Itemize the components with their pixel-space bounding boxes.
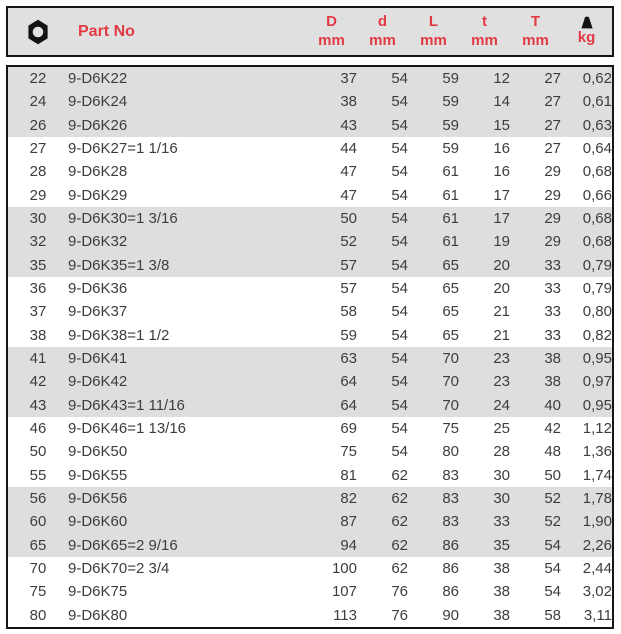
cell-part: 9-D6K29 <box>68 186 128 204</box>
cell-d: 54 <box>391 93 408 111</box>
cell-d: 54 <box>391 140 408 158</box>
cell-T: 33 <box>544 280 561 298</box>
cell-L: 83 <box>442 466 459 484</box>
hex-nut-icon <box>27 19 49 45</box>
cell-t: 14 <box>493 93 510 111</box>
cell-size: 50 <box>29 443 47 461</box>
cell-T: 40 <box>544 396 561 414</box>
weight-icon <box>578 16 596 29</box>
cell-kg: 1,78 <box>582 490 612 508</box>
table-row <box>8 207 612 230</box>
cell-kg: 0,66 <box>582 186 612 204</box>
table-row <box>8 184 612 207</box>
cell-kg: 0,63 <box>582 116 612 134</box>
column-unit: mm <box>318 31 345 49</box>
cell-d: 54 <box>391 280 408 298</box>
cell-size: 43 <box>29 396 47 414</box>
table-row <box>8 417 612 440</box>
cell-D: 63 <box>340 350 357 368</box>
cell-size: 55 <box>29 466 47 484</box>
table-row <box>8 324 612 347</box>
cell-L: 83 <box>442 490 459 508</box>
cell-t: 35 <box>493 536 510 554</box>
cell-t: 20 <box>493 280 510 298</box>
cell-t: 25 <box>493 420 510 438</box>
table-row <box>8 114 612 137</box>
cell-kg: 1,74 <box>582 466 612 484</box>
cell-d: 54 <box>391 443 408 461</box>
cell-D: 47 <box>340 186 357 204</box>
cell-L: 59 <box>442 70 459 88</box>
cell-size: 22 <box>29 70 47 88</box>
cell-size: 24 <box>29 93 47 111</box>
cell-D: 100 <box>331 560 357 578</box>
table-row <box>8 347 612 370</box>
cell-t: 30 <box>493 490 510 508</box>
cell-d: 54 <box>391 233 408 251</box>
column-header-d <box>357 8 408 55</box>
cell-d: 62 <box>391 513 408 531</box>
cell-L: 61 <box>442 186 459 204</box>
cell-size: 37 <box>29 303 47 321</box>
table-body <box>8 67 612 627</box>
cell-kg: 0,68 <box>582 163 612 181</box>
cell-T: 33 <box>544 303 561 321</box>
cell-size: 70 <box>29 560 47 578</box>
cell-D: 94 <box>340 536 357 554</box>
cell-size: 27 <box>29 140 47 158</box>
cell-kg: 0,68 <box>582 210 612 228</box>
cell-part: 9-D6K75 <box>68 583 128 601</box>
cell-D: 37 <box>340 70 357 88</box>
cell-t: 20 <box>493 256 510 274</box>
cell-kg: 0,61 <box>582 93 612 111</box>
cell-t: 23 <box>493 350 510 368</box>
cell-size: 29 <box>29 186 47 204</box>
cell-size: 80 <box>29 606 47 624</box>
column-unit: kg <box>577 28 596 46</box>
cell-t: 23 <box>493 373 510 391</box>
column-label: L <box>428 12 439 30</box>
table-row <box>8 604 612 627</box>
column-unit: mm <box>369 31 396 49</box>
table-row <box>8 370 612 393</box>
cell-d: 54 <box>391 396 408 414</box>
cell-size: 42 <box>29 373 47 391</box>
table-row <box>8 300 612 323</box>
cell-kg: 1,90 <box>582 513 612 531</box>
cell-L: 59 <box>442 93 459 111</box>
column-header-T <box>510 8 561 55</box>
cell-T: 54 <box>544 560 561 578</box>
cell-size: 30 <box>29 210 47 228</box>
column-header-t <box>459 8 510 55</box>
cell-kg: 0,95 <box>582 396 612 414</box>
cell-L: 83 <box>442 513 459 531</box>
cell-T: 27 <box>544 116 561 134</box>
cell-T: 54 <box>544 536 561 554</box>
cell-size: 26 <box>29 116 47 134</box>
table-row <box>8 510 612 533</box>
cell-L: 90 <box>442 606 459 624</box>
column-label: d <box>377 12 388 30</box>
cell-d: 54 <box>391 256 408 274</box>
cell-T: 38 <box>544 350 561 368</box>
cell-L: 65 <box>442 256 459 274</box>
cell-size: 36 <box>29 280 47 298</box>
cell-kg: 0,64 <box>582 140 612 158</box>
cell-part: 9-D6K30=1 3/16 <box>68 210 178 228</box>
size-column-header <box>8 19 68 45</box>
cell-kg: 1,12 <box>582 420 612 438</box>
column-label: t <box>482 12 487 30</box>
cell-D: 87 <box>340 513 357 531</box>
cell-L: 86 <box>442 560 459 578</box>
cell-L: 86 <box>442 583 459 601</box>
cell-kg: 0,62 <box>582 70 612 88</box>
cell-d: 62 <box>391 490 408 508</box>
cell-D: 44 <box>340 140 357 158</box>
column-header-kg <box>561 8 612 55</box>
table-row <box>8 464 612 487</box>
cell-D: 81 <box>340 466 357 484</box>
cell-size: 65 <box>29 536 47 554</box>
cell-D: 75 <box>340 443 357 461</box>
table-row <box>8 394 612 417</box>
spec-table-container <box>6 65 614 629</box>
cell-size: 32 <box>29 233 47 251</box>
cell-kg: 0,82 <box>582 326 612 344</box>
cell-d: 76 <box>391 583 408 601</box>
header-columns <box>306 8 612 55</box>
cell-D: 50 <box>340 210 357 228</box>
cell-part: 9-D6K37 <box>68 303 128 321</box>
cell-part: 9-D6K65=2 9/16 <box>68 536 178 554</box>
cell-D: 113 <box>333 606 357 624</box>
cell-t: 24 <box>493 396 510 414</box>
cell-D: 57 <box>340 256 357 274</box>
cell-T: 50 <box>544 466 561 484</box>
cell-part: 9-D6K36 <box>68 280 128 298</box>
cell-d: 62 <box>391 560 408 578</box>
cell-L: 86 <box>442 536 459 554</box>
cell-size: 56 <box>29 490 47 508</box>
cell-L: 61 <box>442 163 459 181</box>
cell-d: 54 <box>391 163 408 181</box>
cell-L: 65 <box>442 303 459 321</box>
cell-L: 59 <box>442 140 459 158</box>
cell-T: 42 <box>544 420 561 438</box>
table-row <box>8 534 612 557</box>
table-row <box>8 160 612 183</box>
cell-kg: 2,44 <box>582 560 612 578</box>
cell-D: 58 <box>340 303 357 321</box>
cell-t: 28 <box>493 443 510 461</box>
cell-t: 16 <box>493 140 510 158</box>
cell-D: 38 <box>340 93 357 111</box>
table-row <box>8 277 612 300</box>
cell-size: 60 <box>29 513 47 531</box>
cell-d: 54 <box>391 326 408 344</box>
cell-T: 29 <box>544 233 561 251</box>
cell-kg: 0,97 <box>582 373 612 391</box>
cell-T: 29 <box>544 210 561 228</box>
cell-T: 29 <box>544 163 561 181</box>
cell-T: 48 <box>544 443 561 461</box>
cell-d: 62 <box>391 466 408 484</box>
cell-t: 17 <box>493 186 510 204</box>
cell-part: 9-D6K35=1 3/8 <box>68 256 170 274</box>
cell-part: 9-D6K41 <box>68 350 128 368</box>
cell-T: 27 <box>544 70 561 88</box>
column-header-L <box>408 8 459 55</box>
cell-T: 33 <box>544 256 561 274</box>
cell-part: 9-D6K80 <box>68 606 128 624</box>
cell-part: 9-D6K60 <box>68 513 128 531</box>
cell-d: 54 <box>391 420 408 438</box>
cell-t: 15 <box>493 116 510 134</box>
cell-part: 9-D6K46=1 13/16 <box>68 420 187 438</box>
cell-t: 38 <box>493 583 510 601</box>
cell-kg: 3,02 <box>582 583 612 601</box>
cell-kg: 0,79 <box>582 280 612 298</box>
cell-L: 70 <box>442 373 459 391</box>
cell-T: 33 <box>544 326 561 344</box>
cell-kg: 1,36 <box>582 443 612 461</box>
cell-T: 29 <box>544 186 561 204</box>
table-row <box>8 67 612 90</box>
cell-t: 16 <box>493 163 510 181</box>
table-row <box>8 440 612 463</box>
cell-L: 70 <box>442 350 459 368</box>
cell-L: 59 <box>442 116 459 134</box>
cell-T: 27 <box>544 93 561 111</box>
cell-kg: 0,95 <box>582 350 612 368</box>
cell-part: 9-D6K27=1 1/16 <box>68 140 178 158</box>
cell-part: 9-D6K22 <box>68 70 128 88</box>
cell-T: 38 <box>544 373 561 391</box>
cell-D: 52 <box>340 233 357 251</box>
column-label: T <box>530 12 541 30</box>
cell-size: 75 <box>29 583 47 601</box>
cell-kg: 0,79 <box>582 256 612 274</box>
cell-L: 75 <box>442 420 459 438</box>
cell-kg: 0,68 <box>582 233 612 251</box>
table-row <box>8 230 612 253</box>
cell-D: 107 <box>331 583 357 601</box>
column-label: D <box>326 12 337 30</box>
cell-d: 62 <box>391 536 408 554</box>
column-header-D <box>306 8 357 55</box>
cell-D: 64 <box>340 396 357 414</box>
cell-d: 76 <box>391 606 408 624</box>
cell-L: 65 <box>442 326 459 344</box>
cell-t: 38 <box>493 606 510 624</box>
table-row <box>8 90 612 113</box>
cell-L: 80 <box>442 443 459 461</box>
cell-T: 52 <box>544 490 561 508</box>
cell-size: 28 <box>29 163 47 181</box>
cell-part: 9-D6K55 <box>68 466 128 484</box>
cell-part: 9-D6K24 <box>68 93 128 111</box>
cell-D: 47 <box>340 163 357 181</box>
cell-d: 54 <box>391 373 408 391</box>
cell-T: 54 <box>544 583 561 601</box>
cell-size: 38 <box>29 326 47 344</box>
cell-D: 43 <box>340 116 357 134</box>
cell-L: 65 <box>442 280 459 298</box>
table-row <box>8 254 612 277</box>
table-row <box>8 557 612 580</box>
cell-T: 52 <box>544 513 561 531</box>
cell-t: 19 <box>493 233 510 251</box>
cell-kg: 0,80 <box>582 303 612 321</box>
cell-D: 64 <box>340 373 357 391</box>
cell-t: 17 <box>493 210 510 228</box>
cell-L: 61 <box>442 233 459 251</box>
cell-d: 54 <box>391 303 408 321</box>
cell-t: 30 <box>493 466 510 484</box>
cell-part: 9-D6K26 <box>68 116 128 134</box>
cell-T: 58 <box>544 606 561 624</box>
cell-L: 70 <box>442 396 459 414</box>
cell-part: 9-D6K43=1 11/16 <box>68 396 185 414</box>
cell-t: 38 <box>493 560 510 578</box>
cell-size: 46 <box>29 420 47 438</box>
cell-t: 12 <box>493 70 510 88</box>
table-row <box>8 137 612 160</box>
cell-part: 9-D6K70=2 3/4 <box>68 560 170 578</box>
part-no-column-header: Part No <box>78 22 135 40</box>
column-unit: mm <box>522 31 549 49</box>
cell-kg: 3,11 <box>583 606 612 624</box>
cell-d: 54 <box>391 350 408 368</box>
cell-t: 21 <box>493 303 510 321</box>
spec-table <box>8 67 612 627</box>
table-row <box>8 580 612 603</box>
cell-D: 69 <box>340 420 357 438</box>
cell-part: 9-D6K32 <box>68 233 128 251</box>
cell-d: 54 <box>391 210 408 228</box>
table-header <box>6 6 614 57</box>
cell-kg: 2,26 <box>582 536 612 554</box>
cell-size: 41 <box>29 350 47 368</box>
table-row <box>8 487 612 510</box>
cell-D: 59 <box>340 326 357 344</box>
cell-T: 27 <box>544 140 561 158</box>
cell-part: 9-D6K38=1 1/2 <box>68 326 170 344</box>
cell-t: 33 <box>493 513 510 531</box>
column-unit: mm <box>420 31 447 49</box>
cell-d: 54 <box>391 116 408 134</box>
cell-d: 54 <box>391 186 408 204</box>
cell-D: 82 <box>340 490 357 508</box>
cell-size: 35 <box>29 256 47 274</box>
cell-part: 9-D6K56 <box>68 490 128 508</box>
cell-t: 21 <box>493 326 510 344</box>
cell-L: 61 <box>442 210 459 228</box>
cell-d: 54 <box>391 70 408 88</box>
cell-part: 9-D6K28 <box>68 163 128 181</box>
column-unit: mm <box>471 31 498 49</box>
cell-part: 9-D6K50 <box>68 443 128 461</box>
cell-part: 9-D6K42 <box>68 373 128 391</box>
cell-D: 57 <box>340 280 357 298</box>
